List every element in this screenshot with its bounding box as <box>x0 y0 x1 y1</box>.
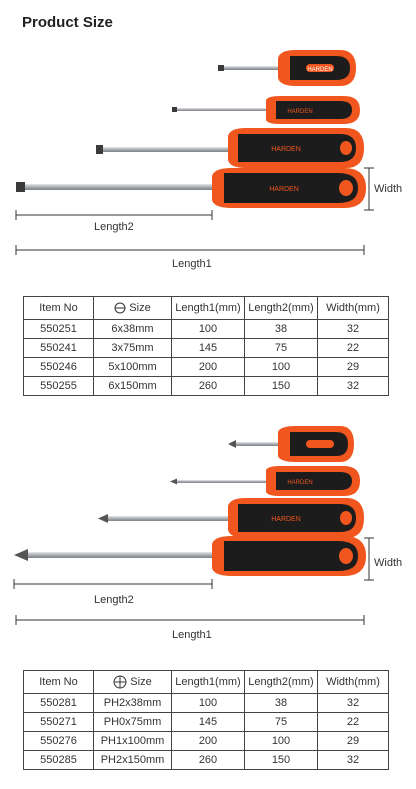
table-cell: 260 <box>172 377 245 396</box>
table-cell: 75 <box>245 339 318 358</box>
table-row <box>24 732 389 751</box>
screwdriver-550285 <box>14 536 366 576</box>
svg-text:HARDEN: HARDEN <box>307 67 333 73</box>
svg-text:HARDEN: HARDEN <box>271 146 301 153</box>
length1-dimension <box>16 245 364 270</box>
length1-label: Length1 <box>172 629 212 641</box>
table-row <box>24 694 389 713</box>
width-dimension <box>364 168 402 210</box>
length2-dimension <box>16 210 212 233</box>
length1-label: Length1 <box>172 258 212 270</box>
screwdriver-550276 <box>98 498 364 538</box>
table-cell: PH2x150mm <box>94 751 172 770</box>
table-cell: 6x38mm <box>94 320 172 339</box>
table-cell: 100 <box>172 694 245 713</box>
table-cell: 29 <box>318 358 389 377</box>
svg-text:HARDEN: HARDEN <box>287 109 313 115</box>
table-cell: 5x100mm <box>94 358 172 377</box>
table-row <box>24 377 389 396</box>
table-cell: 550255 <box>24 377 94 396</box>
slotted-screwdriver-illustration <box>0 40 416 280</box>
table-cell: 32 <box>318 320 389 339</box>
col-header: Size <box>94 297 172 320</box>
slotted-size-table <box>23 296 389 396</box>
table-cell: 150 <box>245 751 318 770</box>
table-cell: 550276 <box>24 732 94 751</box>
slotted-tip-icon <box>114 302 126 314</box>
col-header: Item No <box>24 297 94 320</box>
table-row <box>24 358 389 377</box>
col-header: Length1(mm) <box>172 297 245 320</box>
table-cell: PH0x75mm <box>94 713 172 732</box>
svg-text:HARDEN: HARDEN <box>287 480 313 486</box>
col-header: Length2(mm) <box>245 671 318 694</box>
table-cell: 145 <box>172 713 245 732</box>
table-cell: 550285 <box>24 751 94 770</box>
length2-label: Length2 <box>94 221 134 233</box>
col-header: Size <box>94 671 172 694</box>
table-row <box>24 713 389 732</box>
table-cell: 32 <box>318 377 389 396</box>
table-header-row <box>24 671 389 694</box>
col-header: Length1(mm) <box>172 671 245 694</box>
screwdriver-550281 <box>228 426 354 462</box>
col-header: Item No <box>24 671 94 694</box>
screwdriver-550271 <box>170 466 360 496</box>
table-cell: PH2x38mm <box>94 694 172 713</box>
table-cell: 150 <box>245 377 318 396</box>
screwdriver-550246 <box>96 128 364 168</box>
svg-text:HARDEN: HARDEN <box>271 516 301 523</box>
table-row <box>24 751 389 770</box>
phillips-screwdriver-illustration <box>0 418 416 658</box>
page-title: Product Size <box>22 14 113 31</box>
width-dimension <box>364 538 402 580</box>
table-cell: 32 <box>318 751 389 770</box>
table-cell: 550271 <box>24 713 94 732</box>
phillips-size-table <box>23 670 389 770</box>
table-header-row <box>24 297 389 320</box>
table-cell: 75 <box>245 713 318 732</box>
table-cell: 550251 <box>24 320 94 339</box>
phillips-tip-icon <box>113 675 127 689</box>
table-cell: 550241 <box>24 339 94 358</box>
table-cell: 22 <box>318 339 389 358</box>
length1-dimension <box>16 615 364 641</box>
table-cell: 550281 <box>24 694 94 713</box>
length2-dimension <box>14 579 212 606</box>
table-cell: 38 <box>245 694 318 713</box>
table-cell: 100 <box>172 320 245 339</box>
col-header: Width(mm) <box>318 671 389 694</box>
table-cell: 200 <box>172 732 245 751</box>
table-cell: 6x150mm <box>94 377 172 396</box>
svg-text:HARDEN: HARDEN <box>269 186 299 193</box>
screwdriver-550251 <box>218 50 356 86</box>
screwdriver-550255 <box>16 168 366 208</box>
table-row <box>24 339 389 358</box>
table-cell: 145 <box>172 339 245 358</box>
length2-label: Length2 <box>94 594 134 606</box>
table-cell: 100 <box>245 732 318 751</box>
screwdriver-550241 <box>172 96 360 124</box>
table-cell: 38 <box>245 320 318 339</box>
table-cell: 32 <box>318 694 389 713</box>
table-cell: 550246 <box>24 358 94 377</box>
table-row <box>24 320 389 339</box>
col-header: Width(mm) <box>318 297 389 320</box>
table-cell: 22 <box>318 713 389 732</box>
table-cell: 3x75mm <box>94 339 172 358</box>
table-cell: 260 <box>172 751 245 770</box>
width-label: Width <box>374 183 403 195</box>
table-cell: PH1x100mm <box>94 732 172 751</box>
table-cell: 200 <box>172 358 245 377</box>
col-header: Length2(mm) <box>245 297 318 320</box>
width-label: Width <box>374 557 403 569</box>
table-cell: 29 <box>318 732 389 751</box>
table-cell: 100 <box>245 358 318 377</box>
